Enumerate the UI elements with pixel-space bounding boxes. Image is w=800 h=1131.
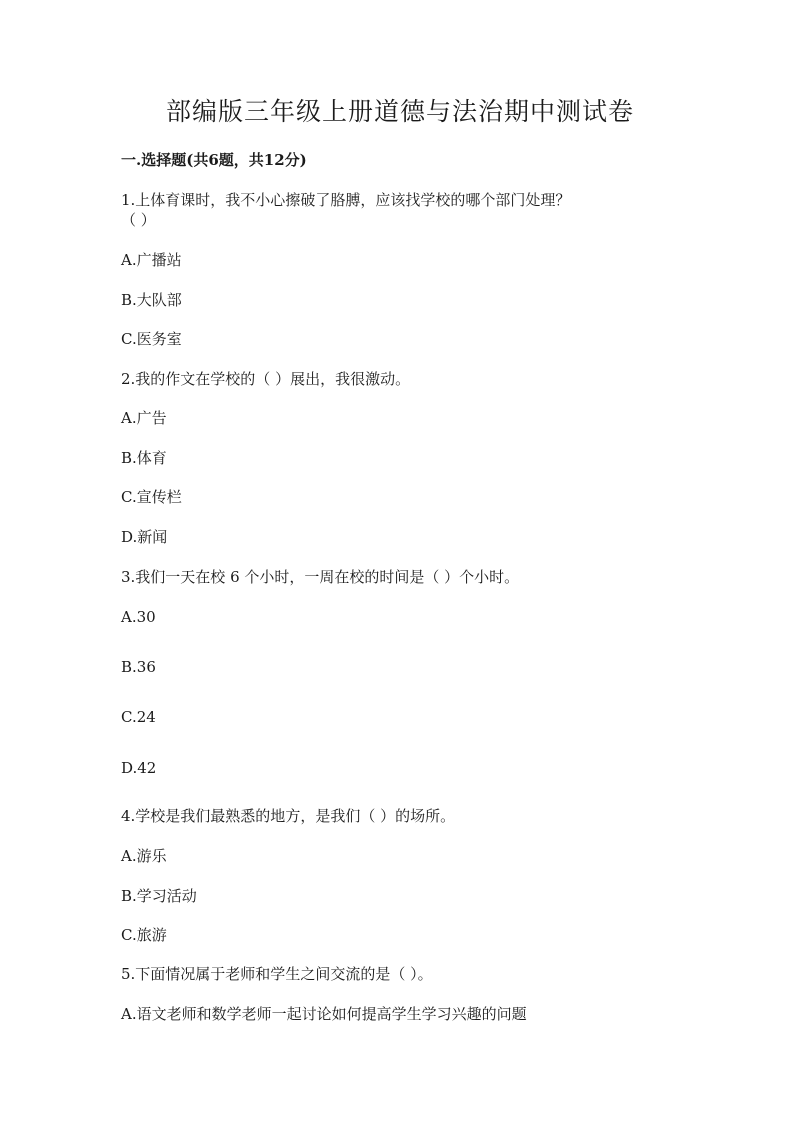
question-3-option-d: D.42 bbox=[121, 759, 157, 777]
page-title: 部编版三年级上册道德与法治期中测试卷 bbox=[165, 97, 634, 126]
question-2-option-a: A.广告 bbox=[121, 409, 167, 427]
question-1-option-b: B.大队部 bbox=[121, 291, 182, 309]
question-2-stem: 2.我的作文在学校的（ ）展出，我很激动。 bbox=[121, 370, 411, 388]
section-heading: 一.选择题(共6题，共12分) bbox=[121, 151, 307, 169]
question-1-stem: 1.上体育课时，我不小心擦破了胳膊，应该找学校的哪个部门处理？ bbox=[121, 191, 571, 209]
question-4-option-b: B.学习活动 bbox=[121, 887, 197, 905]
question-2-option-d: D.新闻 bbox=[121, 528, 168, 546]
question-4-stem: 4.学校是我们最熟悉的地方，是我们（ ）的场所。 bbox=[121, 807, 456, 825]
question-3-option-a: A.30 bbox=[121, 608, 156, 626]
question-1-option-a: A.广播站 bbox=[121, 251, 182, 269]
question-1-stem-cont: （ ） bbox=[121, 211, 156, 229]
question-3-option-b: B.36 bbox=[121, 658, 156, 676]
question-5-option-a: A.语文老师和数学老师一起讨论如何提高学生学习兴趣的问题 bbox=[121, 1005, 527, 1023]
question-4-option-c: C.旅游 bbox=[121, 926, 167, 944]
question-1-option-c: C.医务室 bbox=[121, 330, 182, 348]
question-5-stem: 5.下面情况属于老师和学生之间交流的是（ ）。 bbox=[121, 965, 433, 983]
question-3-stem: 3.我们一天在校 6 个小时，一周在校的时间是（ ）个小时。 bbox=[121, 568, 520, 586]
question-2-option-b: B.体育 bbox=[121, 449, 167, 467]
question-3-option-c: C.24 bbox=[121, 708, 156, 726]
question-2-option-c: C.宣传栏 bbox=[121, 488, 182, 506]
question-4-option-a: A.游乐 bbox=[121, 847, 167, 865]
